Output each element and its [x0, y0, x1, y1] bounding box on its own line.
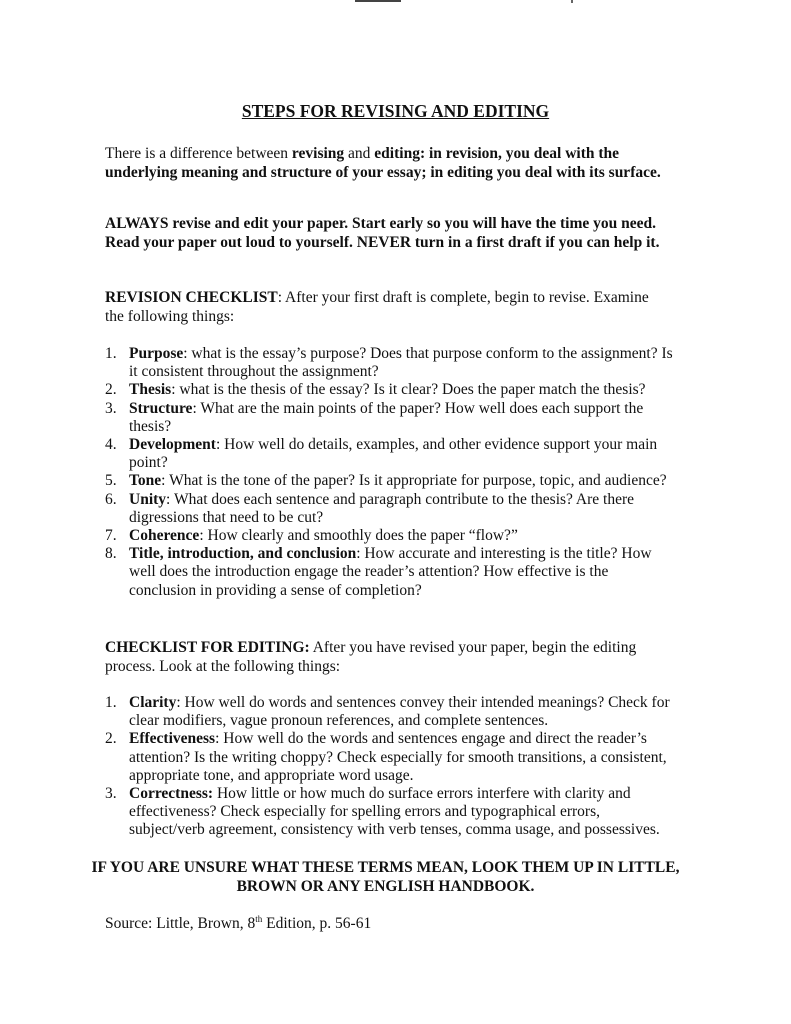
source-prefix: Source: Little, Brown, 8	[105, 915, 256, 932]
advice-paragraph: ALWAYS revise and edit your paper. Start early so you will have the time you need. Read your paper out loud to yourself. NEVER turn in a first draft if you can help it.	[105, 215, 660, 251]
intro-text: There is a difference between	[105, 145, 292, 162]
list-item	[105, 381, 675, 399]
list-item-text: : What does each sentence and paragraph contribute to the thesis? Are there digressions that need to be cut?	[129, 490, 635, 526]
list-item-text: : How well do words and sentences convey their intended meanings? Check for clear modifiers, vague pronoun references, and complete sentences.	[129, 694, 670, 730]
list-item-number: 3.	[105, 785, 117, 803]
list-item-text: : what is the essay’s purpose? Does that purpose conform to the assignment? Is it consistent throughout the assignment?	[129, 345, 673, 381]
list-item	[105, 785, 675, 840]
list-item-text: : what is the thesis of the essay? Is it clear? Does the paper match the thesis?	[171, 381, 646, 399]
list-item-number: 1.	[105, 694, 117, 711]
editing-intro	[105, 639, 670, 676]
revision-heading: REVISION CHECKLIST	[105, 289, 278, 306]
list-item-term: Purpose	[129, 345, 184, 362]
intro-term-revising: revising	[291, 145, 345, 162]
editing-lead: After you have revised your paper, begin the editing process. Look at the following things:	[105, 639, 637, 675]
list-item-number: 3.	[105, 399, 117, 417]
scan-artifact	[571, 0, 573, 3]
list-item	[105, 545, 675, 600]
editing-heading: CHECKLIST FOR EDITING:	[105, 639, 310, 656]
list-item-text: : How well do the words and sentences engage and direct the reader’s attention? Is the writing choppy? Check especially for smooth transitions, a consistent, appropriate tone, and appropriate word usage.	[129, 730, 667, 784]
list-item-term: Development	[129, 436, 216, 454]
list-item-number: 5.	[105, 472, 117, 490]
list-item-number: 4.	[105, 436, 117, 454]
list-item	[105, 472, 675, 490]
page-title: STEPS FOR REVISING AND EDITING	[241, 101, 550, 121]
list-item-text: : What are the main points of the paper? How well does each support the thesis?	[129, 399, 644, 435]
list-item-text: How little or how much do surface errors interfere with clarity and effectiveness? Check especially for spelling errors and typographical errors, subject/verb agreement, consistency with verb tenses, comma usage, and possessives.	[129, 785, 660, 839]
list-item-term: Title, introduction, and conclusion	[129, 545, 357, 563]
list-item-term: Structure	[129, 399, 193, 417]
list-item-number: 2.	[105, 381, 117, 399]
list-item-term: Tone	[129, 472, 162, 490]
list-item	[105, 491, 675, 527]
list-item-text: : How accurate and interesting is the title? How well does the introduction engage the reader’s attention? How effective is the conclusion in providing a sense of completion?	[129, 545, 652, 599]
intro-paragraph	[105, 145, 670, 182]
intro-definition: editing: in revision, you deal with the underlying meaning and structure of your essay; in editing you deal with its surface.	[105, 145, 661, 181]
list-item-number: 6.	[105, 490, 117, 508]
list-item	[105, 527, 675, 545]
list-item-text: : How well do details, examples, and other evidence support your main point?	[129, 436, 658, 472]
scan-artifact	[355, 0, 401, 2]
editing-list	[105, 694, 675, 840]
list-item	[105, 345, 675, 381]
handbook-note: IF YOU ARE UNSURE WHAT THESE TERMS MEAN, LOOK THEM UP IN LITTLE, BROWN OR ANY ENGLISH HANDBOOK.	[91, 859, 680, 895]
list-item-term: Correctness:	[129, 785, 214, 803]
source-superscript: th	[255, 913, 263, 924]
list-item-text: : How clearly and smoothly does the paper “flow?”	[199, 527, 518, 545]
list-item-term: Clarity	[129, 694, 177, 711]
list-item-term: Coherence	[129, 527, 200, 545]
list-item	[105, 694, 675, 730]
intro-text: and	[344, 145, 375, 162]
list-item-number: 1.	[105, 345, 117, 362]
list-item-number: 2.	[105, 730, 117, 748]
revision-intro	[105, 289, 670, 326]
list-item-number: 8.	[105, 545, 117, 563]
list-item	[105, 436, 675, 472]
list-item-term: Thesis	[129, 381, 172, 399]
list-item-term: Effectiveness	[129, 730, 216, 748]
list-item	[105, 730, 675, 785]
revision-lead: : After your first draft is complete, begin to revise. Examine the following things:	[105, 289, 649, 325]
revision-list	[105, 345, 675, 600]
list-item-number: 7.	[105, 527, 117, 545]
list-item-text: : What is the tone of the paper? Is it appropriate for purpose, topic, and audience?	[161, 472, 667, 490]
list-item	[105, 400, 675, 436]
list-item-term: Unity	[129, 490, 167, 508]
source-suffix: Edition, p. 56-61	[262, 915, 372, 932]
source-citation	[105, 915, 371, 934]
